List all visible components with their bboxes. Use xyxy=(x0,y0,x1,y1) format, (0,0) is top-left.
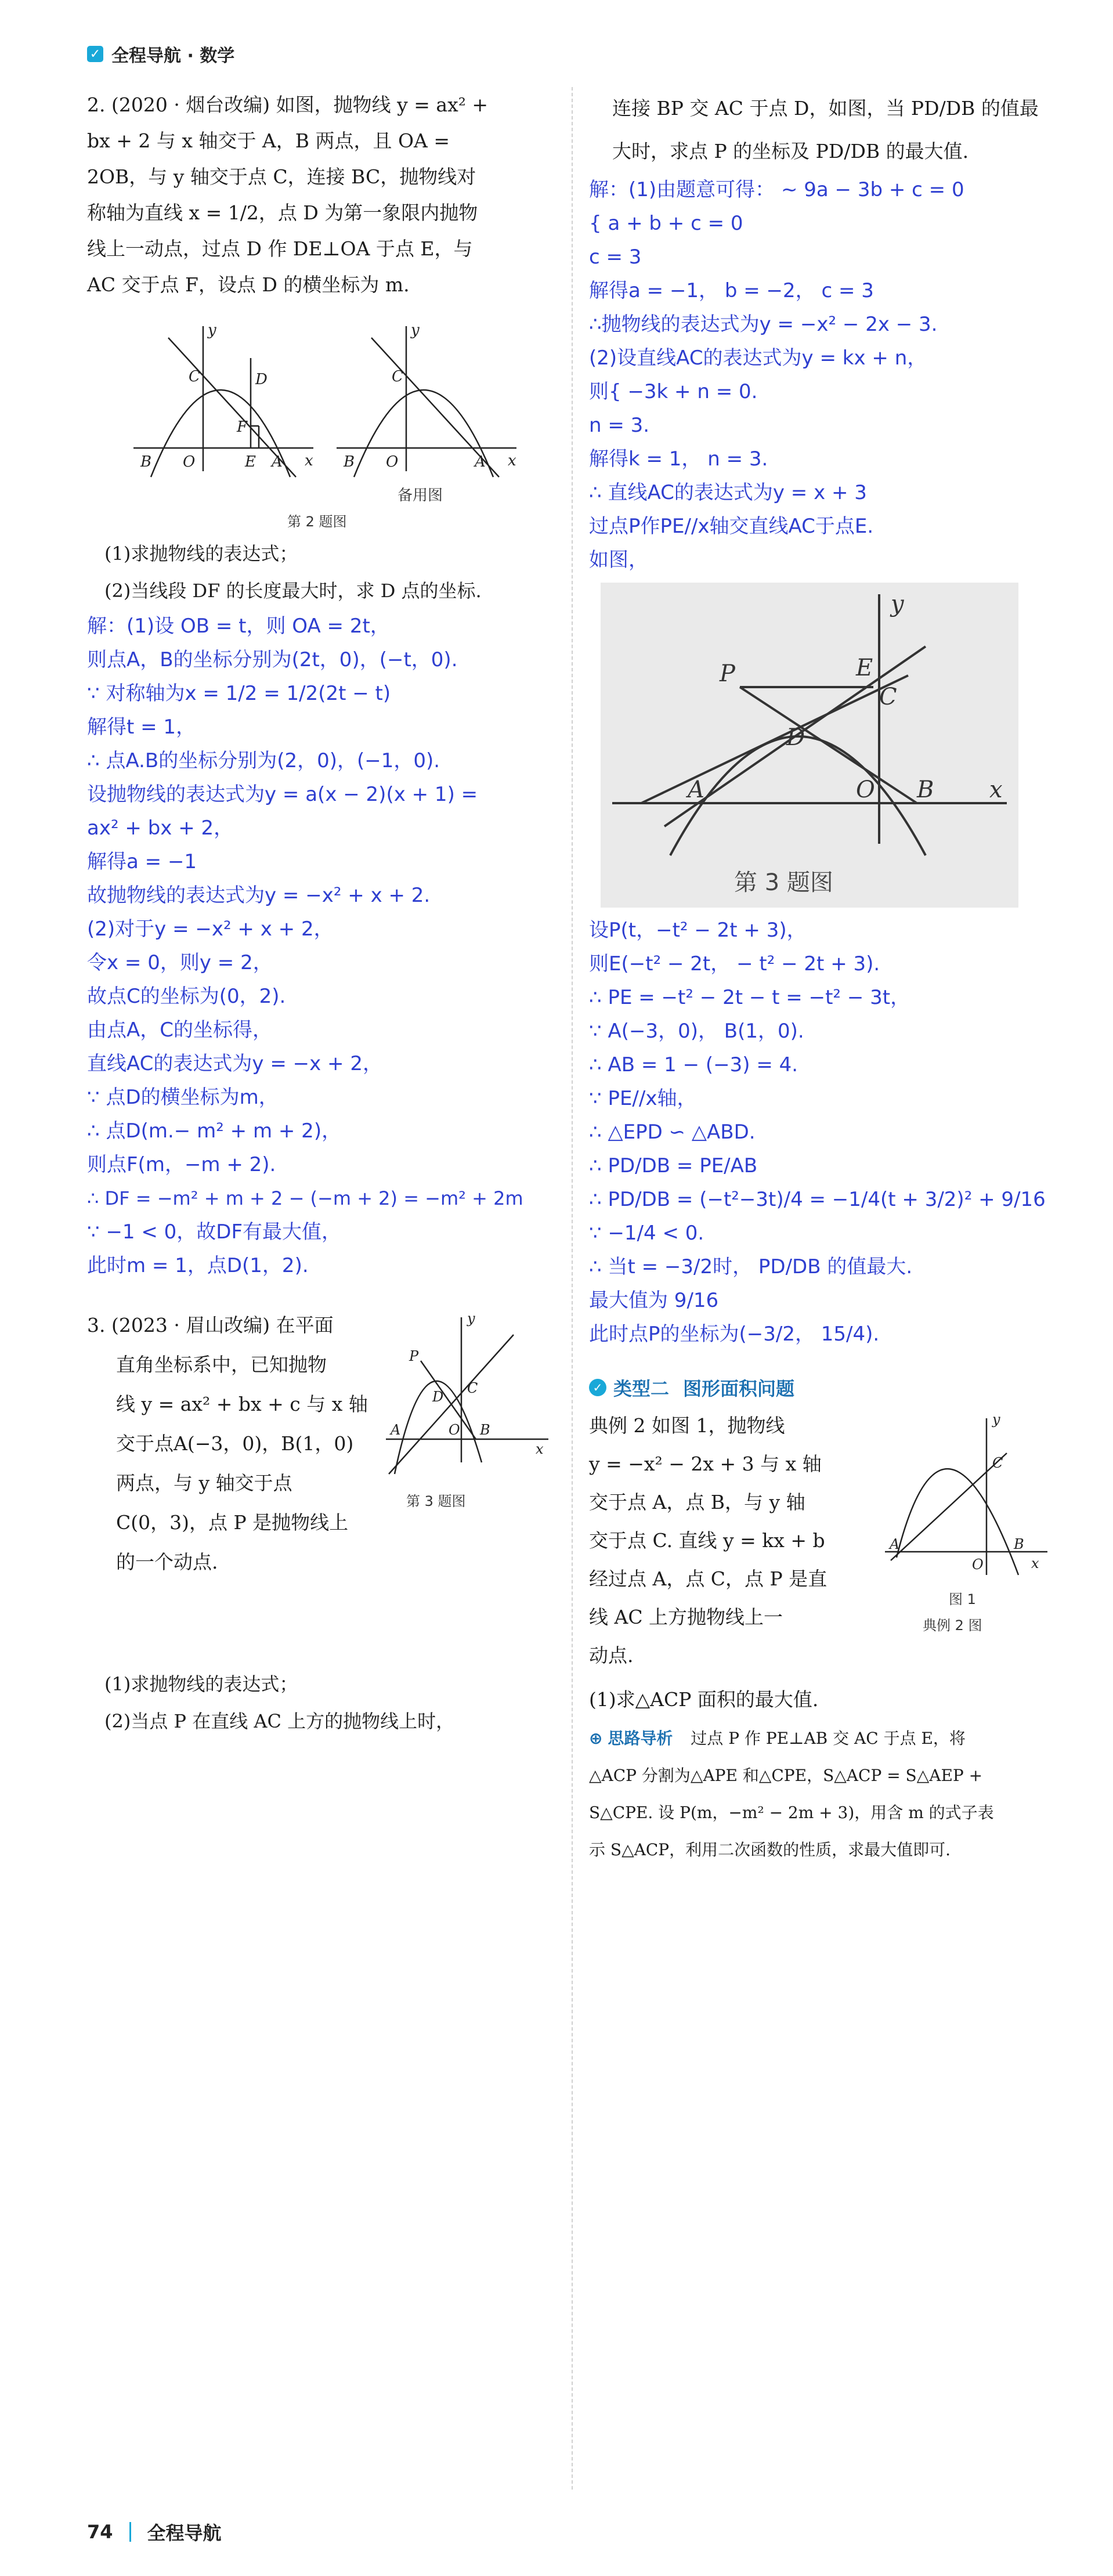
answer-line: ∵ −1 < 0，故DF有最大值， xyxy=(87,1220,342,1244)
answer-line: ∵ 点D的横坐标为m， xyxy=(87,1086,279,1109)
q3-photo-figure xyxy=(601,583,1018,908)
page-number: 74 xyxy=(87,2521,113,2543)
photo-label-a: A xyxy=(688,776,704,803)
photo-label-p: P xyxy=(720,660,735,687)
example-label-o: O xyxy=(972,1556,984,1573)
answer-line: ∴ 点A.B的坐标分别为(2，0)，(−1，0). xyxy=(87,749,440,772)
fig-label-b: B xyxy=(140,453,152,471)
answer-line: { a + b + c = 0 xyxy=(589,212,743,235)
example-line: 动点. xyxy=(589,1644,634,1667)
answer-line: 故点C的坐标为(0，2). xyxy=(87,985,286,1008)
answer-line: ∴ PD/DB = PE/AB xyxy=(589,1154,758,1177)
think-line: 示 S△ACP，利用二次函数的性质，求最大值即可. xyxy=(589,1840,951,1859)
spare-label-c: C xyxy=(392,368,403,385)
q2-answer xyxy=(87,609,563,1282)
answer-line: 解得t = 1， xyxy=(87,716,196,739)
answer-line: 最大值为 9/16 xyxy=(589,1289,719,1312)
column-divider xyxy=(572,87,573,2490)
footer-title: 全程导航 xyxy=(147,2522,222,2544)
photo-label-d: D xyxy=(786,724,805,751)
answer-line: 则{ −3k + n = 0. xyxy=(589,380,758,403)
q2-figure-caption: 第 2 题图 xyxy=(287,514,347,530)
example-label-y: y xyxy=(992,1411,1000,1428)
answer-line: n = 3. xyxy=(589,414,650,437)
think-line: 过点 P 作 PE⊥AB 交 AC 于点 E，将 xyxy=(691,1729,966,1748)
answer-line: 如图， xyxy=(589,548,648,572)
spare-figure-caption: 备用图 xyxy=(398,487,443,504)
example-fig-caption-1: 图 1 xyxy=(949,1591,976,1607)
fig-label-d: D xyxy=(255,371,268,388)
answer-line: (2)设直线AC的表达式为y = kx + n， xyxy=(589,346,927,370)
answer-line: 令x = 0，则y = 2， xyxy=(87,951,273,974)
footer-separator xyxy=(129,2522,131,2542)
q2-line: bx + 2 与 x 轴交于 A，B 两点，且 OA = xyxy=(87,129,450,152)
answer-line: 由点A，C的坐标得， xyxy=(87,1018,272,1042)
fig-label-a: A xyxy=(272,453,283,471)
q3-label-o: O xyxy=(449,1422,460,1438)
example-line: 线 AC 上方抛物线上一 xyxy=(589,1606,783,1628)
example-2-figure xyxy=(879,1407,1053,1650)
q3-answer-part2 xyxy=(589,913,1065,1351)
q2-line: 称轴为直线 x = 1/2，点 D 为第一象限内抛物 xyxy=(87,201,478,224)
q3-line: C(0，3)，点 P 是抛物线上 xyxy=(116,1511,349,1534)
spare-label-a: A xyxy=(475,453,486,471)
fig-label-c: C xyxy=(189,368,200,385)
q2-line: 线上一动点，过点 D 作 DE⊥OA 于点 E，与 xyxy=(87,237,473,260)
answer-line: ∴ △EPD ∽ △ABD. xyxy=(589,1121,756,1144)
q3-label-b: B xyxy=(480,1422,490,1438)
answer-line: 解：(1)由题意可得： ∼ 9a − 3b + c = 0 xyxy=(589,178,964,201)
answer-line: ∵ −1/4 < 0. xyxy=(589,1222,704,1245)
q3-line: 3. (2023 · 眉山改编) 在平面 xyxy=(87,1314,334,1336)
check-icon: ✓ xyxy=(87,46,103,62)
example-line: 典例 2 如图 1，抛物线 xyxy=(589,1414,785,1437)
photo-label-y: y xyxy=(891,591,904,617)
example-label-x: x xyxy=(1031,1555,1039,1571)
q3-label-d: D xyxy=(432,1389,444,1405)
answer-line: 解得a = −1， b = −2， c = 3 xyxy=(589,279,874,302)
answer-line: ax² + bx + 2， xyxy=(87,816,234,840)
q2-sub1: (1)求抛物线的表达式； xyxy=(104,543,298,565)
answer-line: ∴ PE = −t² − 2t − t = −t² − 3t， xyxy=(589,986,910,1009)
answer-line: 过点P作PE//x轴交直线AC于点E. xyxy=(589,515,874,538)
answer-line: c = 3 xyxy=(589,245,642,269)
answer-line: 解得a = −1 xyxy=(87,850,197,873)
type-two-heading xyxy=(589,1374,1065,1401)
check-circle-icon: ✓ xyxy=(589,1379,606,1396)
answer-line: ∵ A(−3，0)， B(1，0). xyxy=(589,1020,804,1043)
answer-line: 则点A，B的坐标分别为(2t，0)，(−t，0). xyxy=(87,648,458,671)
q2-line: 2OB，与 y 轴交于点 C，连接 BC，抛物线对 xyxy=(87,165,476,188)
q2-figure xyxy=(87,303,563,535)
thinking-guide xyxy=(589,1720,1065,1869)
photo-label-b: B xyxy=(917,776,934,803)
fig-label-f: F xyxy=(237,418,248,436)
spare-label-b: B xyxy=(344,453,355,471)
q3-sub2: (2)当点 P 在直线 AC 上方的抛物线上时， xyxy=(104,1710,455,1732)
header-title: 全程导航 · 数学 xyxy=(111,46,235,66)
q3-answer-part1 xyxy=(589,173,1065,577)
q3-cont-line: 连接 BP 交 AC 于点 D，如图，当 PD/DB 的值最 xyxy=(612,97,1039,120)
example-line: 经过点 A，点 C，点 P 是直 xyxy=(589,1567,827,1590)
answer-line: 此时点P的坐标为(−3/2， 15/4). xyxy=(589,1323,880,1346)
example-label-c: C xyxy=(992,1455,1003,1471)
answer-line: ∴ 直线AC的表达式为y = x + 3 xyxy=(589,481,867,504)
q2-line: 2. (2020 · 烟台改编) 如图，抛物线 y = ax² + xyxy=(87,93,489,116)
photo-label-c: C xyxy=(879,684,897,710)
answer-line: ∴ AB = 1 − (−3) = 4. xyxy=(589,1053,798,1076)
answer-line: (2)对于y = −x² + x + 2， xyxy=(87,917,334,941)
photo-label-o: O xyxy=(856,776,875,803)
answer-line: 解：(1)设 OB = t，则 OA = 2t， xyxy=(87,615,390,638)
page-footer xyxy=(87,2519,222,2545)
fig-label-o: O xyxy=(183,453,196,471)
example-line: y = −x² − 2x + 3 与 x 轴 xyxy=(589,1453,822,1475)
type-title: 图形面积问题 xyxy=(683,1378,795,1400)
answer-line: ∴ PD/DB = (−t²−3t)/4 = −1/4(t + 3/2)² + 9/16 xyxy=(589,1188,1046,1211)
q2-sub2: (2)当线段 DF 的长度最大时，求 D 点的坐标. xyxy=(104,580,482,602)
q3-sub1: (1)求抛物线的表达式； xyxy=(104,1673,298,1695)
plus-circle-icon: ⊕ xyxy=(589,1729,603,1748)
fig-label-x: x xyxy=(305,452,313,469)
left-column xyxy=(87,87,563,1740)
answer-line: 此时m = 1，点D(1，2). xyxy=(87,1254,309,1277)
answer-line: 设抛物线的表达式为y = a(x − 2)(x + 1) = xyxy=(87,783,478,806)
answer-line: ∵ PE//x轴， xyxy=(589,1087,697,1110)
answer-line: ∴ 点D(m.− m² + m + 2)， xyxy=(87,1119,342,1143)
q2-stem xyxy=(87,87,563,303)
answer-line: ∴ DF = −m² + m + 2 − (−m + 2) = −m² + 2m xyxy=(87,1187,523,1209)
think-line: △ACP 分割为△APE 和△CPE，S△ACP = S△AEP + xyxy=(589,1766,983,1785)
answer-line: 则点F(m，−m + 2). xyxy=(87,1153,276,1176)
fig-label-y: y xyxy=(208,321,216,339)
fig-label-e: E xyxy=(245,453,256,471)
q3-line: 线 y = ax² + bx + c 与 x 轴 xyxy=(116,1393,368,1415)
example-label-b: B xyxy=(1014,1536,1024,1552)
page-header xyxy=(87,39,234,68)
answer-line: ∴ 当t = −3/2时， PD/DB 的值最大. xyxy=(589,1255,913,1278)
q3-line: 两点，与 y 轴交于点 xyxy=(116,1472,292,1494)
photo-caption: 第 3 题图 xyxy=(734,869,833,896)
q3-line: 直角坐标系中，已知抛物 xyxy=(116,1353,327,1376)
photo-label-x: x xyxy=(989,776,1003,803)
answer-line: 故抛物线的表达式为y = −x² + x + 2. xyxy=(87,884,431,907)
q3-label-c: C xyxy=(467,1380,478,1396)
spare-label-x: x xyxy=(508,452,516,469)
q3-line: 的一个动点. xyxy=(116,1551,218,1573)
q3-label-a: A xyxy=(391,1422,401,1438)
q3-cont-line: 大时，求点 P 的坐标及 PD/DB 的最大值. xyxy=(612,140,969,162)
q3-label-y: y xyxy=(467,1310,475,1327)
spare-label-o: O xyxy=(386,453,399,471)
answer-line: 则E(−t² − 2t， − t² − 2t + 3). xyxy=(589,952,880,976)
example-2-block xyxy=(589,1407,1065,1679)
right-column xyxy=(589,87,1065,1869)
q3-figure xyxy=(380,1306,554,1538)
example-label-a: A xyxy=(890,1536,900,1552)
q3-figure-caption: 第 3 题图 xyxy=(406,1493,466,1509)
q3-block xyxy=(87,1306,563,1665)
think-label: 思路导析 xyxy=(608,1729,673,1748)
example-line: 交于点 A，点 B，与 y 轴 xyxy=(589,1491,805,1513)
answer-line: 直线AC的表达式为y = −x + 2， xyxy=(87,1052,382,1075)
spare-label-y: y xyxy=(411,321,420,339)
q3-label-x: x xyxy=(536,1441,544,1457)
answer-line: 设P(t，−t² − 2t + 3)， xyxy=(589,919,807,942)
q3-label-p: P xyxy=(409,1348,419,1364)
answer-line: ∵ 对称轴为x = 1/2 = 1/2(2t − t) xyxy=(87,682,391,705)
photo-label-e: E xyxy=(856,655,873,681)
example-sub1: (1)求△ACP 面积的最大值. xyxy=(589,1688,819,1711)
example-line: 交于点 C. 直线 y = kx + b xyxy=(589,1529,825,1552)
answer-line: 解得k = 1， n = 3. xyxy=(589,447,768,471)
example-fig-caption-2: 典例 2 图 xyxy=(923,1617,982,1634)
think-line: S△CPE. 设 P(m，−m² − 2m + 3)，用含 m 的式子表 xyxy=(589,1803,994,1822)
q3-line: 交于点A(−3，0)，B(1，0) xyxy=(116,1432,354,1455)
type-badge-label: 类型二 xyxy=(613,1378,670,1400)
q2-line: AC 交于点 F，设点 D 的横坐标为 m. xyxy=(87,273,410,296)
answer-line: ∴抛物线的表达式为y = −x² − 2x − 3. xyxy=(589,313,938,336)
